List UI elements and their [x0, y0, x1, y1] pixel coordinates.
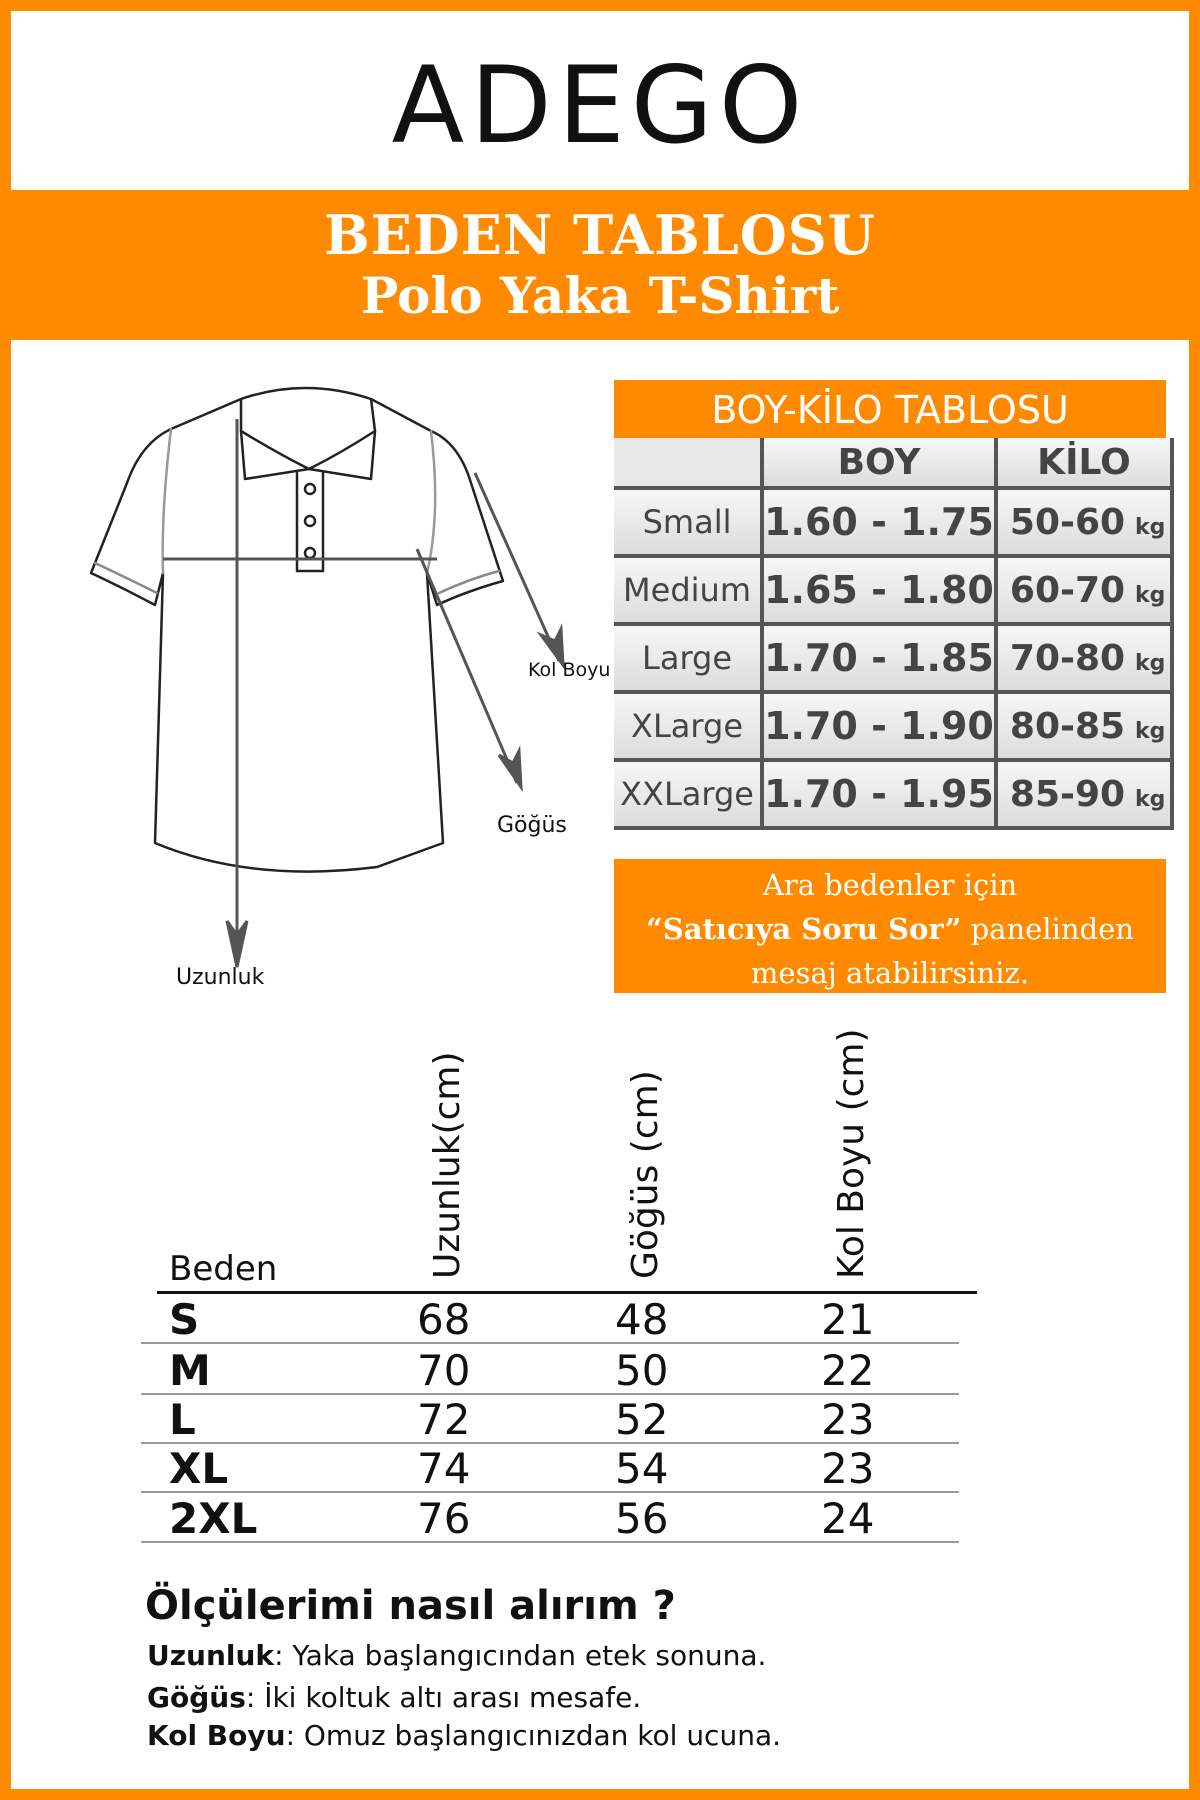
kilo-cell [998, 694, 1174, 762]
table-row [141, 1494, 959, 1543]
size-cell: Medium [614, 558, 764, 626]
label-kol-boyu: Kol Boyu [528, 659, 611, 681]
brand-logo: ADEGO [391, 44, 809, 167]
boy-cell: 1.70 - 1.85 [764, 626, 998, 694]
table-header-row [614, 438, 1174, 490]
column-header-kol-boyu: Kol Boyu (cm) [831, 1028, 872, 1279]
kol-cell: 21 [821, 1295, 875, 1344]
table-row [614, 694, 1174, 762]
boy-cell: 1.65 - 1.80 [764, 558, 998, 626]
kg-unit: kg [1135, 650, 1166, 676]
table-header-blank [614, 438, 764, 490]
note-line-3: mesaj atabilirsiniz. [750, 956, 1030, 990]
size-cell: Large [614, 626, 764, 694]
how-to-text: : İki koltuk altı arası mesafe. [245, 1681, 642, 1714]
size-cell: XXLarge [614, 762, 764, 830]
note-line-1: Ara bedenler için [762, 868, 1018, 902]
how-to-item-kol-boyu [147, 1719, 781, 1752]
kol-cell: 23 [821, 1444, 875, 1493]
kilo-value: 60-70 [1009, 569, 1126, 611]
how-to-item-gogus [147, 1681, 641, 1714]
how-to-term: Uzunluk [147, 1639, 275, 1672]
uzunluk-cell: 76 [417, 1494, 471, 1543]
shirt-illustration [71, 373, 641, 1013]
table-row [141, 1295, 959, 1344]
header-divider [157, 1291, 977, 1294]
kilo-value: 85-90 [1009, 773, 1126, 815]
size-cell: S [169, 1295, 200, 1344]
kilo-cell [998, 558, 1174, 626]
title-band [11, 190, 1189, 340]
uzunluk-cell: 68 [417, 1295, 471, 1344]
table-row [614, 558, 1174, 626]
kg-unit: kg [1135, 786, 1166, 812]
label-uzunluk: Uzunluk [176, 965, 265, 990]
size-cell: Small [614, 490, 764, 558]
size-cell: XLarge [614, 694, 764, 762]
boy-cell: 1.70 - 1.90 [764, 694, 998, 762]
size-cell: XL [169, 1444, 229, 1493]
note-line-2-rest: panelinden [961, 912, 1134, 946]
table-row [141, 1346, 959, 1395]
column-header-uzunluk: Uzunluk(cm) [427, 1051, 468, 1279]
size-cell: M [169, 1346, 211, 1395]
page-title: BEDEN TABLOSU [324, 203, 876, 267]
kilo-cell [998, 626, 1174, 694]
gogus-cell: 56 [615, 1494, 669, 1543]
how-to-text: : Yaka başlangıcından etek sonuna. [274, 1639, 767, 1672]
column-header-gogus: Göğüs (cm) [625, 1070, 666, 1279]
boy-kilo-table [614, 438, 1174, 830]
uzunluk-cell: 74 [417, 1444, 471, 1493]
gogus-cell: 48 [615, 1295, 669, 1344]
how-to-term: Göğüs [147, 1681, 246, 1714]
kol-cell: 23 [821, 1395, 875, 1444]
column-header-kilo: KİLO [998, 438, 1174, 490]
kilo-value: 80-85 [1009, 705, 1126, 747]
column-header-beden: Beden [169, 1249, 278, 1289]
seller-question-note [614, 859, 1166, 993]
note-line-2 [614, 907, 1166, 951]
kg-unit: kg [1135, 718, 1166, 744]
how-to-term: Kol Boyu [147, 1719, 286, 1752]
boy-cell: 1.60 - 1.75 [764, 490, 998, 558]
gogus-cell: 50 [615, 1346, 669, 1395]
uzunluk-cell: 70 [417, 1346, 471, 1395]
kol-cell: 24 [821, 1494, 875, 1543]
label-gogus: Göğüs [497, 813, 567, 838]
kg-unit: kg [1135, 514, 1166, 540]
ask-seller-link-text: “Satıcıya Soru Sor” [646, 912, 962, 946]
kol-cell: 22 [821, 1346, 875, 1395]
gogus-cell: 54 [615, 1444, 669, 1493]
how-to-item-uzunluk [147, 1639, 766, 1672]
kilo-cell [998, 490, 1174, 558]
table-row [614, 762, 1174, 830]
how-to-measure-title: Ölçülerimi nasıl alırım ? [145, 1583, 676, 1629]
how-to-text: : Omuz başlangıcınızdan kol ucuna. [285, 1719, 782, 1752]
table-row [614, 626, 1174, 694]
table-row [141, 1395, 959, 1444]
kilo-cell [998, 762, 1174, 830]
table-row [141, 1444, 959, 1493]
kg-unit: kg [1135, 582, 1166, 608]
size-cell: L [169, 1395, 196, 1444]
boy-kilo-header: BOY-KİLO TABLOSU [614, 380, 1166, 438]
column-header-boy: BOY [764, 438, 998, 490]
table-row [614, 490, 1174, 558]
boy-cell: 1.70 - 1.95 [764, 762, 998, 830]
page-subtitle: Polo Yaka T-Shirt [360, 266, 840, 325]
kilo-value: 70-80 [1009, 637, 1126, 679]
size-cell: 2XL [169, 1494, 258, 1543]
uzunluk-cell: 72 [417, 1395, 471, 1444]
kilo-value: 50-60 [1009, 501, 1126, 543]
gogus-cell: 52 [615, 1395, 669, 1444]
